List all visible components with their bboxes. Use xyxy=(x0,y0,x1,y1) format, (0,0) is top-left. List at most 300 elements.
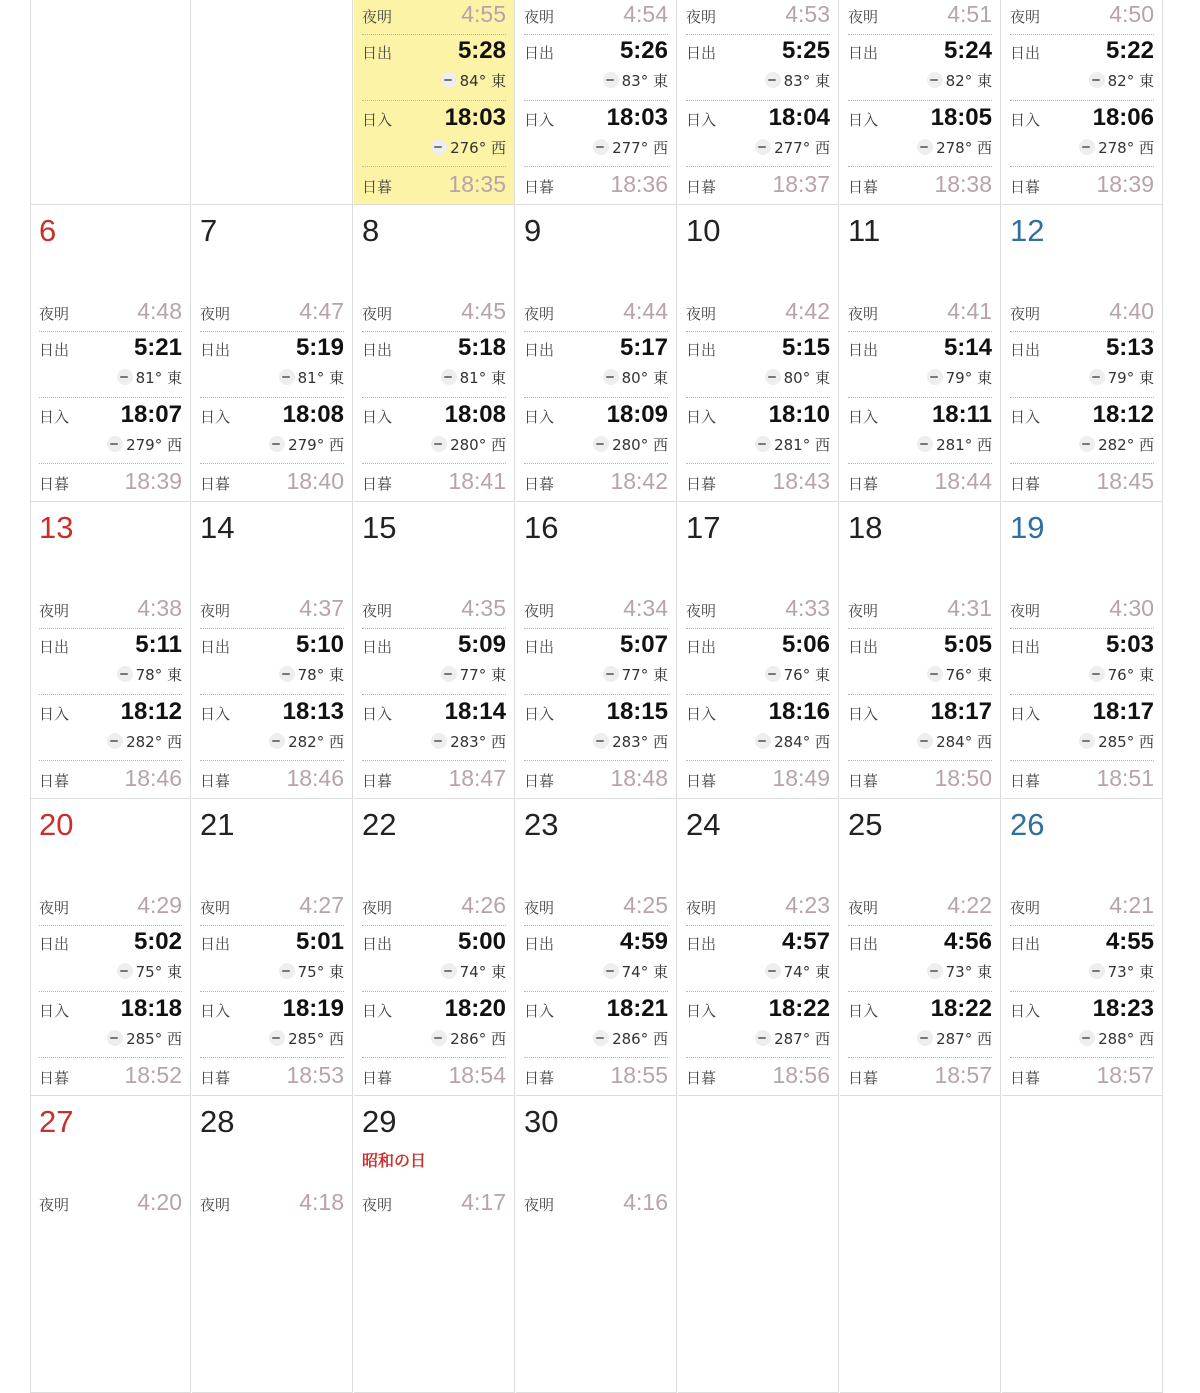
day-cell[interactable] xyxy=(678,205,839,502)
sunrise-time: 5:05 xyxy=(943,631,992,658)
moon-phase-icon xyxy=(593,436,609,452)
dusk-label: 日暮 xyxy=(1010,1069,1041,1087)
dusk-time: 18:54 xyxy=(448,1062,506,1088)
dawn-time: 4:23 xyxy=(785,892,830,918)
day-cell[interactable] xyxy=(840,205,1001,502)
dawn-time: 4:29 xyxy=(137,892,182,918)
sunrise-row xyxy=(362,927,506,987)
day-cell[interactable] xyxy=(516,799,677,1096)
sunset-time: 18:10 xyxy=(768,401,830,428)
azimuth-degrees: 277° xyxy=(774,139,811,157)
dawn-label: 夜明 xyxy=(686,305,717,323)
day-cell[interactable] xyxy=(516,1096,677,1393)
direction-west: 西 xyxy=(976,139,992,157)
day-cell[interactable] xyxy=(1002,502,1163,799)
dusk-time: 18:56 xyxy=(772,1062,830,1088)
dusk-row xyxy=(524,1061,668,1091)
azimuth-degrees: 81° xyxy=(135,369,163,387)
dawn-label: 夜明 xyxy=(1010,602,1041,620)
moon-phase-icon xyxy=(269,1030,285,1046)
dawn-label: 夜明 xyxy=(848,899,879,917)
dawn-row xyxy=(524,891,668,921)
sunrise-azimuth xyxy=(1089,70,1154,91)
sunset-time: 18:23 xyxy=(1092,995,1154,1022)
azimuth-degrees: 74° xyxy=(621,963,649,981)
sunrise-label: 日出 xyxy=(362,44,393,62)
dotted-divider xyxy=(524,100,668,101)
sunrise-label: 日出 xyxy=(200,638,231,656)
dawn-time: 4:35 xyxy=(461,595,506,621)
dusk-time: 18:43 xyxy=(772,468,830,494)
dusk-label: 日暮 xyxy=(362,772,393,790)
moon-phase-icon xyxy=(603,72,619,88)
day-cell[interactable] xyxy=(840,502,1001,799)
dusk-time: 18:52 xyxy=(124,1062,182,1088)
sunrise-label: 日出 xyxy=(848,638,879,656)
dotted-divider xyxy=(848,694,992,695)
sunset-time: 18:07 xyxy=(120,401,182,428)
day-cell[interactable] xyxy=(516,205,677,502)
sunrise-azimuth xyxy=(927,367,992,388)
dawn-time: 4:44 xyxy=(623,298,668,324)
sunrise-time: 5:10 xyxy=(295,631,344,658)
dawn-row xyxy=(39,594,182,624)
azimuth-degrees: 282° xyxy=(288,733,325,751)
day-cell[interactable] xyxy=(840,0,1001,205)
dusk-label: 日暮 xyxy=(686,475,717,493)
dotted-divider xyxy=(362,100,506,101)
sunrise-time: 5:22 xyxy=(1105,37,1154,64)
dusk-label: 日暮 xyxy=(524,1069,555,1087)
direction-east: 東 xyxy=(976,963,992,981)
sunset-time: 18:16 xyxy=(768,698,830,725)
direction-west: 西 xyxy=(490,733,506,751)
direction-east: 東 xyxy=(976,369,992,387)
moon-phase-icon xyxy=(765,369,781,385)
azimuth-degrees: 78° xyxy=(297,666,325,684)
sunset-time: 18:09 xyxy=(606,401,668,428)
day-cell[interactable] xyxy=(678,799,839,1096)
dawn-row xyxy=(200,594,344,624)
sunrise-row xyxy=(200,927,344,987)
dawn-row xyxy=(1010,0,1154,30)
sunrise-row xyxy=(524,36,668,96)
sunrise-azimuth xyxy=(441,70,506,91)
direction-east: 東 xyxy=(1138,369,1154,387)
dotted-divider xyxy=(39,397,182,398)
sunrise-azimuth xyxy=(765,367,830,388)
sunset-label: 日入 xyxy=(848,408,879,426)
sunset-azimuth xyxy=(755,731,830,752)
sunset-label: 日入 xyxy=(686,1002,717,1020)
dotted-divider xyxy=(848,100,992,101)
direction-west: 西 xyxy=(652,733,668,751)
moon-phase-icon xyxy=(1079,436,1095,452)
dawn-row xyxy=(848,0,992,30)
dotted-divider xyxy=(848,1057,992,1058)
sunset-label: 日入 xyxy=(200,1002,231,1020)
sunrise-azimuth xyxy=(765,664,830,685)
dawn-label: 夜明 xyxy=(686,899,717,917)
sunrise-label: 日出 xyxy=(39,638,70,656)
dotted-divider xyxy=(39,760,182,761)
dawn-time: 4:45 xyxy=(461,298,506,324)
sunrise-time: 5:13 xyxy=(1105,334,1154,361)
dotted-divider xyxy=(200,991,344,992)
sunset-label: 日入 xyxy=(686,408,717,426)
dawn-time: 4:34 xyxy=(623,595,668,621)
sunset-azimuth xyxy=(917,137,992,158)
dusk-time: 18:47 xyxy=(448,765,506,791)
day-cell[interactable] xyxy=(30,799,191,1096)
dawn-time: 4:16 xyxy=(623,1189,668,1215)
day-cell[interactable] xyxy=(192,502,353,799)
dawn-label: 夜明 xyxy=(200,602,231,620)
sunset-label: 日入 xyxy=(524,705,555,723)
dawn-label: 夜明 xyxy=(362,602,393,620)
dotted-divider xyxy=(362,925,506,926)
sunset-label: 日入 xyxy=(686,705,717,723)
sunrise-label: 日出 xyxy=(524,638,555,656)
day-cell[interactable] xyxy=(678,0,839,205)
azimuth-degrees: 73° xyxy=(945,963,973,981)
dusk-row xyxy=(39,467,182,497)
sunset-azimuth xyxy=(431,731,506,752)
dotted-divider xyxy=(1010,166,1154,167)
azimuth-degrees: 74° xyxy=(459,963,487,981)
dawn-row xyxy=(362,0,506,30)
dusk-label: 日暮 xyxy=(524,475,555,493)
dusk-time: 18:55 xyxy=(610,1062,668,1088)
moon-phase-icon xyxy=(593,733,609,749)
moon-phase-icon xyxy=(927,963,943,979)
dawn-label: 夜明 xyxy=(39,899,70,917)
dusk-row xyxy=(848,764,992,794)
day-cell[interactable] xyxy=(192,799,353,1096)
day-cell[interactable] xyxy=(354,799,515,1096)
sunrise-label: 日出 xyxy=(200,935,231,953)
direction-east: 東 xyxy=(328,369,344,387)
dusk-time: 18:48 xyxy=(610,765,668,791)
day-cell[interactable] xyxy=(30,1096,191,1393)
dusk-time: 18:57 xyxy=(1096,1062,1154,1088)
sunset-time: 18:14 xyxy=(444,698,506,725)
dawn-row xyxy=(524,1188,668,1218)
sunrise-time: 5:28 xyxy=(457,37,506,64)
moon-phase-icon xyxy=(755,436,771,452)
dusk-time: 18:36 xyxy=(610,171,668,197)
azimuth-degrees: 84° xyxy=(459,72,487,90)
dawn-row xyxy=(524,0,668,30)
dotted-divider xyxy=(686,694,830,695)
dusk-label: 日暮 xyxy=(524,772,555,790)
sunset-label: 日入 xyxy=(848,705,879,723)
day-cell[interactable] xyxy=(840,799,1001,1096)
day-cell[interactable] xyxy=(192,205,353,502)
day-cell[interactable] xyxy=(354,1096,515,1393)
sunrise-time: 5:11 xyxy=(135,631,182,658)
dawn-time: 4:21 xyxy=(1109,892,1154,918)
day-cell[interactable] xyxy=(1002,799,1163,1096)
sunrise-azimuth xyxy=(441,367,506,388)
azimuth-degrees: 276° xyxy=(450,139,487,157)
sunrise-azimuth xyxy=(279,367,344,388)
sunset-azimuth xyxy=(1079,434,1154,455)
day-cell[interactable] xyxy=(1002,205,1163,502)
direction-east: 東 xyxy=(490,369,506,387)
sunrise-row xyxy=(686,927,830,987)
dotted-divider xyxy=(39,628,182,629)
sunrise-time: 5:25 xyxy=(781,37,830,64)
moon-phase-icon xyxy=(117,369,133,385)
sunrise-time: 4:55 xyxy=(1105,928,1154,955)
dusk-row xyxy=(200,764,344,794)
dusk-label: 日暮 xyxy=(362,1069,393,1087)
moon-phase-icon xyxy=(107,1030,123,1046)
dawn-row xyxy=(362,891,506,921)
direction-west: 西 xyxy=(166,733,182,751)
dotted-divider xyxy=(524,463,668,464)
dusk-time: 18:53 xyxy=(286,1062,344,1088)
sunset-label: 日入 xyxy=(200,705,231,723)
day-cell[interactable] xyxy=(354,205,515,502)
dusk-time: 18:35 xyxy=(448,171,506,197)
dotted-divider xyxy=(1010,397,1154,398)
sunset-label: 日入 xyxy=(524,111,555,129)
dawn-time: 4:38 xyxy=(137,595,182,621)
sunset-row xyxy=(686,994,830,1054)
azimuth-degrees: 79° xyxy=(945,369,973,387)
azimuth-degrees: 284° xyxy=(774,733,811,751)
direction-west: 西 xyxy=(814,139,830,157)
azimuth-degrees: 287° xyxy=(774,1030,811,1048)
sunrise-azimuth xyxy=(927,664,992,685)
direction-east: 東 xyxy=(1138,666,1154,684)
empty-day-cell xyxy=(840,1096,1001,1393)
dusk-row xyxy=(1010,467,1154,497)
sunset-time: 18:03 xyxy=(606,104,668,131)
empty-day-cell xyxy=(678,1096,839,1393)
dusk-label: 日暮 xyxy=(362,475,393,493)
dotted-divider xyxy=(362,331,506,332)
moon-phase-icon xyxy=(269,436,285,452)
dusk-time: 18:39 xyxy=(1096,171,1154,197)
dawn-time: 4:53 xyxy=(785,1,830,27)
azimuth-degrees: 75° xyxy=(297,963,325,981)
dotted-divider xyxy=(524,34,668,35)
dotted-divider xyxy=(848,34,992,35)
dotted-divider xyxy=(524,397,668,398)
empty-day-cell xyxy=(1002,1096,1163,1393)
dawn-row xyxy=(686,0,830,30)
sunrise-row xyxy=(362,333,506,393)
dawn-label: 夜明 xyxy=(1010,305,1041,323)
day-number: 11 xyxy=(848,213,881,248)
sunrise-azimuth xyxy=(1089,961,1154,982)
sunset-azimuth xyxy=(917,1028,992,1049)
moon-phase-icon xyxy=(917,733,933,749)
day-cell[interactable] xyxy=(678,502,839,799)
sunset-time: 18:05 xyxy=(930,104,992,131)
day-cell[interactable] xyxy=(354,502,515,799)
dotted-divider xyxy=(1010,34,1154,35)
dusk-label: 日暮 xyxy=(848,772,879,790)
dotted-divider xyxy=(686,991,830,992)
dotted-divider xyxy=(200,760,344,761)
dotted-divider xyxy=(1010,694,1154,695)
sunset-row xyxy=(362,697,506,757)
dotted-divider xyxy=(848,166,992,167)
day-cell[interactable] xyxy=(354,0,515,205)
sunset-azimuth xyxy=(269,434,344,455)
sunrise-time: 4:57 xyxy=(781,928,830,955)
dawn-label: 夜明 xyxy=(39,602,70,620)
dawn-row xyxy=(848,297,992,327)
azimuth-degrees: 81° xyxy=(459,369,487,387)
sunrise-azimuth xyxy=(603,70,668,91)
dusk-label: 日暮 xyxy=(39,1069,70,1087)
sunrise-label: 日出 xyxy=(524,935,555,953)
moon-phase-icon xyxy=(1089,72,1105,88)
moon-phase-icon xyxy=(1079,139,1095,155)
day-number: 18 xyxy=(848,510,883,545)
azimuth-degrees: 279° xyxy=(126,436,163,454)
azimuth-degrees: 76° xyxy=(1107,666,1135,684)
dotted-divider xyxy=(848,331,992,332)
dotted-divider xyxy=(200,925,344,926)
dotted-divider xyxy=(362,694,506,695)
direction-east: 東 xyxy=(814,72,830,90)
dusk-row xyxy=(686,170,830,200)
moon-phase-icon xyxy=(441,72,457,88)
dawn-time: 4:47 xyxy=(299,298,344,324)
direction-east: 東 xyxy=(490,72,506,90)
dawn-label: 夜明 xyxy=(686,602,717,620)
dotted-divider xyxy=(686,34,830,35)
sunrise-time: 5:24 xyxy=(943,37,992,64)
moon-phase-icon xyxy=(431,436,447,452)
day-cell[interactable] xyxy=(30,205,191,502)
sunset-label: 日入 xyxy=(362,111,393,129)
sunset-time: 18:22 xyxy=(768,995,830,1022)
dawn-label: 夜明 xyxy=(39,1196,70,1214)
sunrise-row xyxy=(848,927,992,987)
sunrise-time: 5:19 xyxy=(295,334,344,361)
sunset-time: 18:12 xyxy=(120,698,182,725)
direction-west: 西 xyxy=(652,139,668,157)
moon-phase-icon xyxy=(765,72,781,88)
sunrise-azimuth xyxy=(279,961,344,982)
sunset-time: 18:18 xyxy=(120,995,182,1022)
direction-east: 東 xyxy=(814,963,830,981)
dusk-row xyxy=(1010,764,1154,794)
sunset-label: 日入 xyxy=(1010,1002,1041,1020)
azimuth-degrees: 80° xyxy=(783,369,811,387)
sunset-label: 日入 xyxy=(524,408,555,426)
sunrise-label: 日出 xyxy=(686,341,717,359)
azimuth-degrees: 282° xyxy=(126,733,163,751)
sunset-azimuth xyxy=(917,434,992,455)
sunset-row xyxy=(200,994,344,1054)
direction-east: 東 xyxy=(490,963,506,981)
sunset-azimuth xyxy=(593,1028,668,1049)
direction-east: 東 xyxy=(652,666,668,684)
moon-phase-icon xyxy=(269,733,285,749)
sunset-row xyxy=(686,103,830,163)
sunrise-azimuth xyxy=(441,664,506,685)
dawn-time: 4:30 xyxy=(1109,595,1154,621)
dotted-divider xyxy=(524,925,668,926)
day-number: 8 xyxy=(362,213,380,248)
dawn-label: 夜明 xyxy=(200,305,231,323)
sunrise-label: 日出 xyxy=(524,44,555,62)
dawn-label: 夜明 xyxy=(1010,899,1041,917)
dusk-label: 日暮 xyxy=(200,475,231,493)
moon-phase-icon xyxy=(1089,666,1105,682)
sunset-azimuth xyxy=(593,731,668,752)
moon-phase-icon xyxy=(927,666,943,682)
day-cell[interactable] xyxy=(516,0,677,205)
dawn-row xyxy=(200,297,344,327)
sunrise-time: 5:15 xyxy=(781,334,830,361)
sunrise-label: 日出 xyxy=(686,935,717,953)
sunrise-row xyxy=(1010,927,1154,987)
dawn-row xyxy=(1010,594,1154,624)
direction-west: 西 xyxy=(328,1030,344,1048)
dawn-row xyxy=(686,297,830,327)
day-cell[interactable] xyxy=(1002,0,1163,205)
sunset-azimuth xyxy=(755,137,830,158)
sunset-row xyxy=(524,400,668,460)
sunrise-time: 5:14 xyxy=(943,334,992,361)
moon-phase-icon xyxy=(1079,733,1095,749)
day-cell[interactable] xyxy=(516,502,677,799)
sunrise-label: 日出 xyxy=(848,341,879,359)
sunset-azimuth xyxy=(1079,137,1154,158)
dawn-time: 4:25 xyxy=(623,892,668,918)
sunset-time: 18:17 xyxy=(1092,698,1154,725)
dawn-row xyxy=(686,891,830,921)
day-cell[interactable] xyxy=(192,1096,353,1393)
dawn-label: 夜明 xyxy=(848,8,879,26)
day-number: 12 xyxy=(1010,213,1045,248)
direction-east: 東 xyxy=(652,369,668,387)
moon-phase-icon xyxy=(1089,963,1105,979)
day-number: 28 xyxy=(200,1104,235,1139)
dotted-divider xyxy=(39,331,182,332)
dotted-divider xyxy=(1010,760,1154,761)
sunrise-azimuth xyxy=(603,367,668,388)
dotted-divider xyxy=(1010,463,1154,464)
azimuth-degrees: 287° xyxy=(936,1030,973,1048)
sunset-row xyxy=(848,400,992,460)
dusk-label: 日暮 xyxy=(1010,475,1041,493)
sunset-time: 18:12 xyxy=(1092,401,1154,428)
dotted-divider xyxy=(1010,100,1154,101)
sunset-row xyxy=(39,400,182,460)
sunrise-azimuth xyxy=(927,961,992,982)
sunrise-time: 5:18 xyxy=(457,334,506,361)
empty-day-cell xyxy=(30,0,191,205)
day-cell[interactable] xyxy=(30,502,191,799)
sunrise-time: 5:00 xyxy=(457,928,506,955)
sunrise-row xyxy=(1010,333,1154,393)
dusk-label: 日暮 xyxy=(686,1069,717,1087)
moon-phase-icon xyxy=(755,139,771,155)
azimuth-degrees: 77° xyxy=(459,666,487,684)
dotted-divider xyxy=(848,463,992,464)
sunset-azimuth xyxy=(269,731,344,752)
